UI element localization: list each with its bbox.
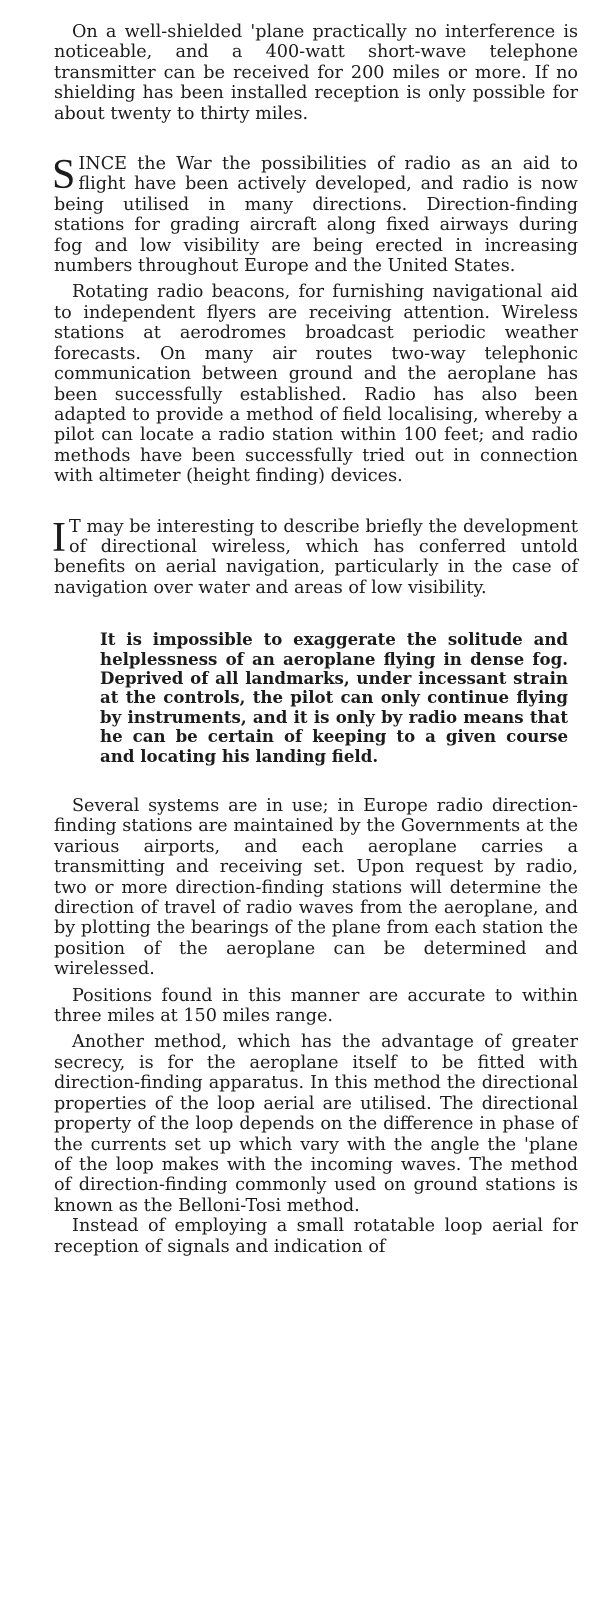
pull-quote: [100, 630, 568, 766]
paragraph-rotating-beacons: Rotating radio beacons, for furnishing navigational aid to independent flyers are receiving attention. Wireless stations at aerodromes broadcast periodic weather forecasts. On many air routes two-way telephonic communication between ground and the aeroplane has been successfully established. Radio has also been adapted to provide a method of field localising, whereby a pilot can locate a radio station within 100 feet; and radio methods have been successfully tried out in connection with altimeter (height finding) devices.: [54, 282, 578, 487]
article-column: [54, 22, 578, 1257]
paragraph-since-the-war-text: INCE the War the possibilities of radio as an aid to flight have been actively developed, and radio is now being utilised in many directions. Direction-finding stations for grading aircraft along fixed airways during fog and low visibility are being erected in increasing numbers throughout Europe and the United States.: [54, 154, 578, 277]
paragraph-since-the-war: [54, 154, 578, 276]
drop-cap-i: I: [52, 514, 66, 561]
pull-quote-text: It is impossible to exaggerate the solitude and helplessness of an aeroplane flying in dense fog. Deprived of all landmarks, under incessant strain at the controls, the pilot can only continue flying by instruments, and it is only by radio means that he can be certain of keeping to a given course and locating his landing field.: [100, 629, 568, 766]
drop-cap-s: S: [52, 152, 76, 199]
paragraph-directional-wireless-text: T may be interesting to describe briefly the development of directional wireless, which has conferred untold benefits on aerial navigation, particularly in the case of navigation over water and areas of low visibility.: [54, 516, 578, 598]
paragraph-several-systems: Several systems are in use; in Europe radio direction-finding stations are maintained by the Governments at the various airports, and each aeroplane carries a transmitting and receiving set. Upon request by radio, two or more direction-finding stations will determine the direction of travel of radio waves from the aeroplane, and by plotting the bearings of the plane from each station the position of the aeroplane can be determined and wirelessed.: [54, 796, 578, 980]
paragraph-positions-found: Positions found in this manner are accurate to within three miles at 150 miles range.: [54, 985, 578, 1027]
paragraph-shielding: On a well-shielded 'plane practically no interference is noticeable, and a 400-watt short-wave telephone transmitter can be received for 200 miles or more. If no shielding has been installed reception is only possible for about twenty to thirty miles.: [54, 22, 578, 124]
paragraph-another-method: Another method, which has the advantage of greater secrecy, is for the aeroplane itself to be fitted with direction-finding apparatus. In this method the directional properties of the loop aerial are utilised. The directional property of the loop depends on the difference in phase of the currents set up which vary with the angle the 'plane of the loop makes with the incoming waves. The method of direction-finding commonly used on ground stations is known as the Belloni-Tosi method.: [54, 1032, 578, 1216]
paragraph-directional-wireless: [52, 514, 578, 599]
paragraph-instead-of-employing: Instead of employing a small rotatable loop aerial for reception of signals and indication of: [54, 1216, 578, 1257]
